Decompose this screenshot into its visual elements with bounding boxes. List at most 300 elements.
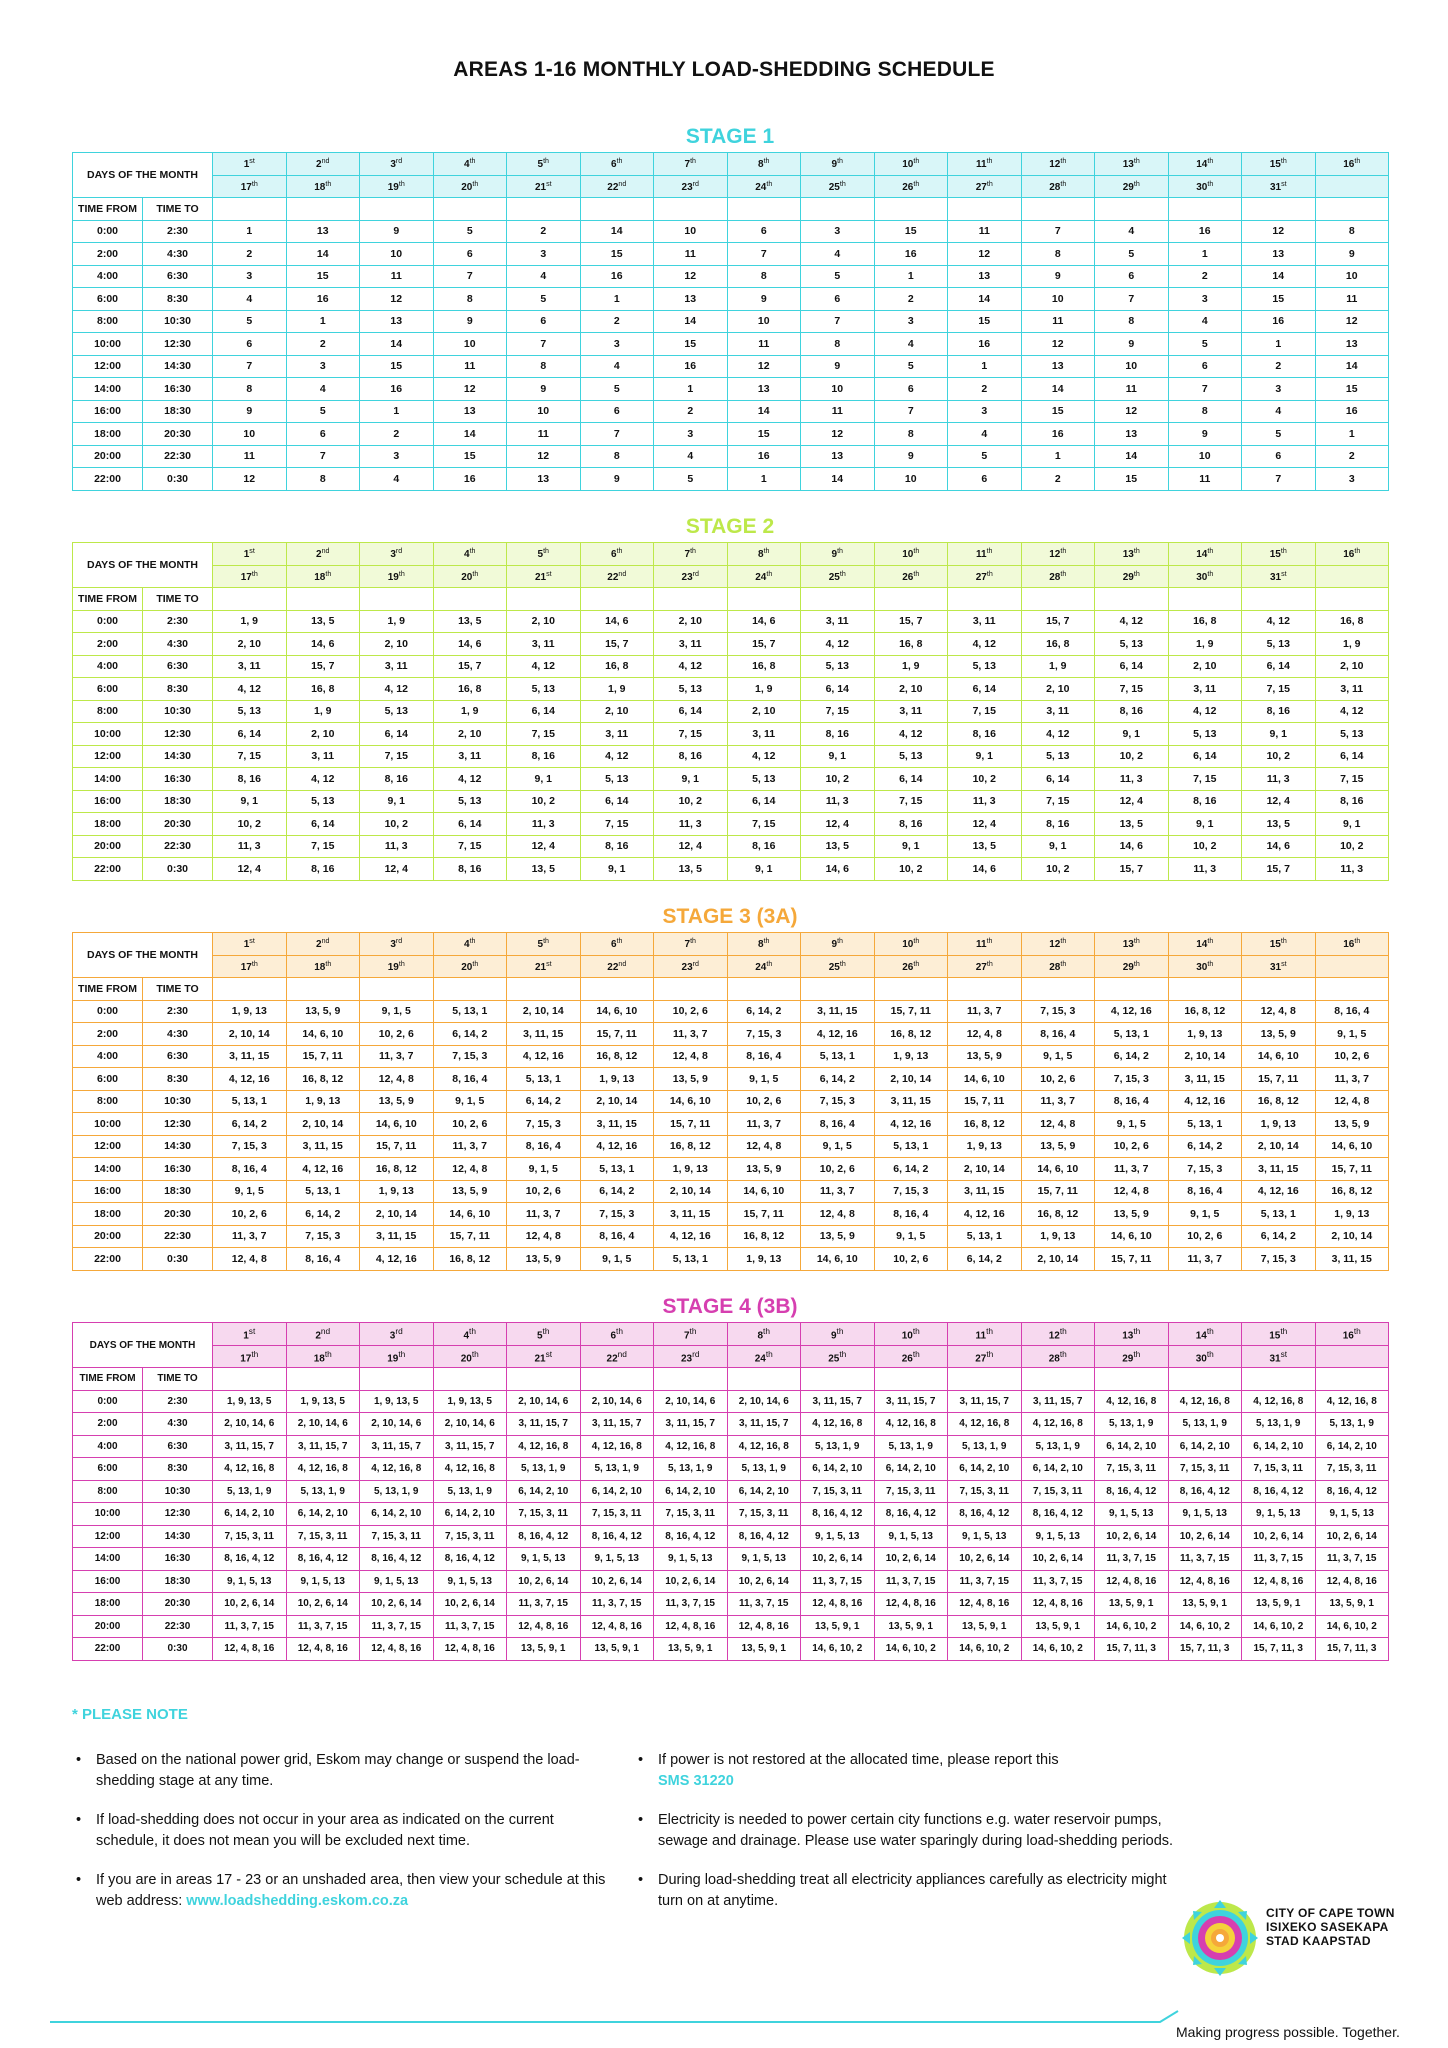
day-number: 19 (387, 961, 399, 973)
area-cell: 3, 11 (286, 745, 360, 768)
day-suffix: nd (618, 179, 627, 188)
day-of-month-cell (727, 1323, 801, 1346)
stage-2-section (72, 512, 1388, 881)
time-to-cell: 14:30 (143, 1135, 213, 1158)
area-cell: 2, 10, 14 (1242, 1135, 1316, 1158)
area-cell: 10 (727, 310, 801, 333)
area-cell: 10, 2, 6, 14 (1168, 1525, 1242, 1548)
days-of-month-label: DAYS OF THE MONTH (73, 153, 213, 198)
please-note-heading: * PLEASE NOTE (72, 1706, 188, 1723)
area-cell: 14, 6 (433, 633, 507, 656)
day-of-month-cell (1021, 565, 1095, 588)
day-of-month-cell (1242, 1345, 1316, 1368)
day-number: 1 (243, 159, 250, 171)
area-cell: 15 (654, 333, 728, 356)
area-cell: 2, 10 (1021, 678, 1095, 701)
area-cell: 15 (286, 265, 360, 288)
day-number: 9 (830, 1330, 837, 1342)
table-row (73, 790, 1389, 813)
day-of-month-cell (286, 175, 360, 198)
area-cell: 12, 4, 8 (1315, 1090, 1389, 1113)
area-cell: 14, 6, 10, 2 (1168, 1615, 1242, 1638)
area-cell: 12, 4, 8, 16 (1021, 1593, 1095, 1616)
area-cell: 8, 16, 4 (1315, 1000, 1389, 1023)
area-cell: 16, 8, 12 (433, 1248, 507, 1271)
day-number: 30 (1196, 961, 1208, 973)
time-from-cell: 22:00 (73, 1638, 143, 1661)
area-cell: 10, 2, 6, 14 (654, 1570, 728, 1593)
time-to-cell: 6:30 (143, 265, 213, 288)
day-suffix: th (1060, 959, 1067, 968)
area-cell: 9, 1 (801, 745, 875, 768)
area-cell: 3, 11, 15 (801, 1000, 875, 1023)
blank-cell (801, 588, 875, 611)
day-number: 2 (315, 1330, 321, 1342)
area-cell: 9 (727, 288, 801, 311)
day-suffix: th (690, 547, 696, 556)
blank-cell (874, 198, 948, 221)
area-cell: 13, 5, 9, 1 (1168, 1593, 1242, 1616)
area-cell: 8, 16, 4 (213, 1158, 287, 1181)
area-cell: 1, 9 (360, 610, 434, 633)
area-cell: 15, 7 (1095, 858, 1169, 881)
area-cell: 7, 15, 3 (507, 1113, 581, 1136)
area-cell: 8 (286, 468, 360, 491)
area-cell: 11, 3, 7 (360, 1045, 434, 1068)
area-cell: 4, 12 (507, 655, 581, 678)
blank-cell (1095, 978, 1169, 1001)
area-cell: 2, 10 (433, 723, 507, 746)
area-cell: 3 (1168, 288, 1242, 311)
day-suffix: th (986, 157, 993, 166)
day-of-month-cell (874, 955, 948, 978)
time-from-cell: 12:00 (73, 745, 143, 768)
day-suffix: th (543, 547, 549, 556)
day-number: 2 (316, 159, 322, 171)
day-number: 19 (387, 571, 399, 583)
area-cell: 7, 15 (1242, 678, 1316, 701)
area-cell: 5, 13, 1 (948, 1225, 1022, 1248)
area-cell: 3, 11, 15, 7 (874, 1390, 948, 1413)
area-cell: 4, 12 (360, 678, 434, 701)
blank-cell (727, 588, 801, 611)
day-suffix: st (249, 547, 255, 556)
area-cell: 8, 16, 4 (507, 1135, 581, 1158)
day-of-month-cell (874, 1345, 948, 1368)
area-cell: 10, 2 (213, 813, 287, 836)
day-number: 31 (1269, 961, 1282, 973)
area-cell: 7 (1168, 378, 1242, 401)
day-suffix: th (689, 1326, 697, 1337)
time-from-cell: 12:00 (73, 1135, 143, 1158)
area-cell: 8, 16 (727, 835, 801, 858)
area-cell: 6, 14, 2 (727, 1000, 801, 1023)
table-row (73, 243, 1389, 266)
area-cell: 14 (286, 243, 360, 266)
table-row (73, 1000, 1389, 1023)
time-from-cell: 16:00 (73, 790, 143, 813)
area-cell: 15, 7, 11 (360, 1135, 434, 1158)
area-cell: 9, 1 (1242, 723, 1316, 746)
area-cell: 14, 6 (727, 610, 801, 633)
area-cell: 3, 11, 15 (286, 1135, 360, 1158)
area-cell: 3, 11, 15 (1242, 1158, 1316, 1181)
area-cell: 4, 12, 16, 8 (874, 1413, 948, 1436)
blank-cell (1168, 588, 1242, 611)
blank-cell (727, 978, 801, 1001)
time-to-header: TIME TO (143, 978, 213, 1001)
area-cell: 3, 11, 15, 7 (507, 1413, 581, 1436)
area-cell: 14, 6, 10, 2 (948, 1638, 1022, 1661)
blank-cell (948, 1368, 1022, 1391)
area-cell: 15, 7 (286, 655, 360, 678)
area-cell: 5, 13, 1, 9 (948, 1435, 1022, 1458)
time-to-cell: 16:30 (143, 1158, 213, 1181)
area-cell: 14 (1021, 378, 1095, 401)
area-cell: 7, 15, 3, 11 (948, 1480, 1022, 1503)
area-cell: 13, 5, 9 (727, 1158, 801, 1181)
time-from-cell: 14:00 (73, 1548, 143, 1571)
area-cell: 12 (213, 468, 287, 491)
area-cell: 11, 3, 7, 15 (654, 1593, 728, 1616)
area-cell: 8, 16, 4, 12 (1315, 1480, 1389, 1503)
area-cell: 10, 2, 6 (1095, 1135, 1169, 1158)
area-cell: 1 (948, 355, 1022, 378)
area-cell: 1, 9 (580, 678, 654, 701)
day-number: 31 (1269, 1352, 1281, 1364)
time-to-cell: 8:30 (143, 678, 213, 701)
time-to-cell: 16:30 (143, 1548, 213, 1571)
area-cell: 16 (874, 243, 948, 266)
area-cell: 10 (360, 243, 434, 266)
blank-cell (1168, 198, 1242, 221)
area-cell: 5, 13, 1, 9 (433, 1480, 507, 1503)
area-cell: 3, 11, 15, 7 (286, 1435, 360, 1458)
area-cell: 10, 2, 6 (507, 1180, 581, 1203)
table-row (73, 288, 1389, 311)
day-of-month-cell (727, 955, 801, 978)
area-cell: 6, 14, 2, 10 (654, 1480, 728, 1503)
day-number: 12 (1049, 939, 1061, 951)
day-suffix: st (1281, 179, 1287, 188)
time-to-cell: 12:30 (143, 1503, 213, 1526)
day-suffix: th (1133, 1348, 1141, 1359)
area-cell: 6, 14, 2, 10 (433, 1503, 507, 1526)
time-to-cell: 6:30 (143, 655, 213, 678)
stage-1-section (72, 122, 1388, 491)
area-cell: 16, 8, 12 (727, 1225, 801, 1248)
area-cell: 15, 7, 11 (580, 1023, 654, 1046)
note-text: If power is not restored at the allocated time, please report this (658, 1752, 1059, 1768)
area-cell: 16 (654, 355, 728, 378)
area-cell: 8, 16, 4 (874, 1203, 948, 1226)
area-cell: 4, 12, 16, 8 (433, 1458, 507, 1481)
blank-cell (948, 978, 1022, 1001)
area-cell: 12 (1095, 400, 1169, 423)
area-cell: 8 (1168, 400, 1242, 423)
area-cell: 4, 12 (1242, 610, 1316, 633)
day-of-month-cell (654, 175, 728, 198)
area-cell: 2, 10 (360, 633, 434, 656)
area-cell: 6, 14, 2 (1168, 1135, 1242, 1158)
area-cell: 1 (360, 400, 434, 423)
area-cell: 13 (727, 378, 801, 401)
area-cell: 5, 13, 1, 9 (1242, 1413, 1316, 1436)
table-row (73, 700, 1389, 723)
area-cell: 2, 10 (213, 633, 287, 656)
area-cell: 9, 1, 5, 13 (727, 1548, 801, 1571)
day-of-month-cell (1242, 955, 1316, 978)
day-of-month-cell (948, 933, 1022, 956)
area-cell: 10, 2 (1315, 835, 1389, 858)
area-cell: 4, 12 (801, 633, 875, 656)
day-suffix: th (1207, 179, 1214, 188)
area-cell: 15 (948, 310, 1022, 333)
day-number: 31 (1269, 181, 1282, 193)
table-row (73, 745, 1389, 768)
day-suffix: rd (692, 179, 699, 188)
area-cell: 4, 12, 16 (286, 1158, 360, 1181)
area-cell: 10 (1021, 288, 1095, 311)
day-number: 2 (316, 549, 322, 561)
area-cell: 6, 14, 2 (286, 1203, 360, 1226)
eskom-web-link[interactable]: www.loadshedding.eskom.co.za (186, 1893, 409, 1909)
table-row (73, 1390, 1389, 1413)
day-of-month-cell (1021, 175, 1095, 198)
day-suffix: th (1206, 1348, 1214, 1359)
area-cell: 6, 14 (801, 678, 875, 701)
time-from-cell: 4:00 (73, 655, 143, 678)
time-to-cell: 18:30 (143, 790, 213, 813)
area-cell: 8 (1095, 310, 1169, 333)
area-cell: 12, 4, 8 (948, 1023, 1022, 1046)
area-cell: 13, 5, 9, 1 (727, 1638, 801, 1661)
table-row (73, 1068, 1389, 1091)
area-cell: 11 (1168, 468, 1242, 491)
time-from-cell: 18:00 (73, 1593, 143, 1616)
area-cell: 15, 7, 11, 3 (1242, 1638, 1316, 1661)
day-of-month-cell (507, 933, 581, 956)
area-cell: 7, 15 (433, 835, 507, 858)
area-cell: 14, 6, 10 (654, 1090, 728, 1113)
area-cell: 4, 12 (433, 768, 507, 791)
day-suffix: th (469, 157, 476, 166)
area-cell: 1 (580, 288, 654, 311)
day-suffix: rd (395, 547, 403, 556)
day-suffix: th (251, 179, 258, 188)
blank-cell (1095, 1368, 1169, 1391)
day-number: 19 (387, 181, 399, 193)
area-cell: 11, 3, 7, 15 (360, 1615, 434, 1638)
area-cell: 9, 1, 5 (213, 1180, 287, 1203)
area-cell: 3, 11 (1168, 678, 1242, 701)
day-of-month-cell (286, 153, 360, 176)
area-cell: 11 (213, 445, 287, 468)
notes-right-column (634, 1750, 1174, 1930)
area-cell: 12, 4, 8, 16 (1242, 1570, 1316, 1593)
day-number: 25 (828, 571, 840, 583)
area-cell: 2 (654, 400, 728, 423)
area-cell: 11, 3, 7 (433, 1135, 507, 1158)
day-suffix: st (249, 937, 255, 946)
area-cell: 2 (286, 333, 360, 356)
area-cell: 10, 2 (1095, 745, 1169, 768)
area-cell: 16 (948, 333, 1022, 356)
day-number: 17 (240, 961, 252, 973)
day-number: 25 (828, 961, 840, 973)
area-cell: 7 (727, 243, 801, 266)
area-cell: 16 (360, 378, 434, 401)
area-cell: 6, 14, 2 (580, 1180, 654, 1203)
blank-cell (433, 198, 507, 221)
area-cell: 12, 4, 8 (1095, 1180, 1169, 1203)
area-cell: 7 (874, 400, 948, 423)
area-cell: 11, 3 (948, 790, 1022, 813)
day-of-month-cell (1168, 933, 1242, 956)
day-suffix: th (1060, 569, 1067, 578)
day-suffix: th (1133, 959, 1140, 968)
area-cell: 4, 12 (1168, 700, 1242, 723)
area-cell: 8, 16, 4 (433, 1068, 507, 1091)
day-suffix: th (986, 569, 993, 578)
day-suffix: th (1280, 1326, 1288, 1337)
day-of-month-cell (1315, 955, 1389, 978)
area-cell: 15 (1242, 288, 1316, 311)
day-suffix: th (1207, 157, 1214, 166)
area-cell: 5, 13, 1 (580, 1158, 654, 1181)
area-cell: 7, 15, 3, 11 (1021, 1480, 1095, 1503)
area-cell: 10, 2, 6 (1021, 1068, 1095, 1091)
day-of-month-cell (1021, 955, 1095, 978)
blank-cell (948, 588, 1022, 611)
area-cell: 3 (1242, 378, 1316, 401)
area-cell: 12, 4, 8, 16 (1315, 1570, 1389, 1593)
area-cell: 14 (801, 468, 875, 491)
area-cell: 11, 3, 7 (801, 1180, 875, 1203)
area-cell: 8, 16 (286, 858, 360, 881)
logo-line: CITY OF CAPE TOWN (1266, 1906, 1395, 1920)
day-of-month-cell (801, 175, 875, 198)
area-cell: 15, 7 (1242, 858, 1316, 881)
area-cell: 7, 15, 3 (1095, 1068, 1169, 1091)
day-of-month-cell (948, 153, 1022, 176)
time-to-cell: 6:30 (143, 1045, 213, 1068)
area-cell: 3, 11, 15, 7 (433, 1435, 507, 1458)
time-to-cell: 12:30 (143, 723, 213, 746)
area-cell: 16, 8 (580, 655, 654, 678)
day-of-month-cell (507, 175, 581, 198)
area-cell: 12 (1315, 310, 1389, 333)
area-cell: 4, 12, 16 (507, 1045, 581, 1068)
sms-number: SMS 31220 (658, 1773, 734, 1789)
area-cell: 10 (1095, 355, 1169, 378)
day-suffix: th (765, 1348, 773, 1359)
area-cell: 11, 3, 7, 15 (1168, 1548, 1242, 1571)
time-to-cell: 2:30 (143, 1390, 213, 1413)
area-cell: 15, 7 (580, 633, 654, 656)
blank-cell (654, 978, 728, 1001)
area-cell: 15, 7, 11 (727, 1203, 801, 1226)
area-cell: 8, 16, 4, 12 (1168, 1480, 1242, 1503)
stage-title: STAGE 4 (3B) (662, 1295, 798, 1318)
area-cell: 12, 4, 8, 16 (654, 1615, 728, 1638)
area-cell: 2 (874, 288, 948, 311)
area-cell: 8 (1315, 220, 1389, 243)
area-cell: 8, 16, 4, 12 (874, 1503, 948, 1526)
area-cell: 1, 9 (1168, 633, 1242, 656)
area-cell: 12 (507, 445, 581, 468)
area-cell: 13 (654, 288, 728, 311)
area-cell: 11 (360, 265, 434, 288)
day-suffix: rd (692, 569, 699, 578)
day-suffix: th (1207, 547, 1214, 556)
day-of-month-cell (1168, 1323, 1242, 1346)
day-suffix: th (472, 569, 479, 578)
area-cell: 9, 1 (1168, 813, 1242, 836)
day-of-month-cell (1095, 175, 1169, 198)
area-cell: 11 (654, 243, 728, 266)
blank-cell (286, 1368, 360, 1391)
area-cell: 4, 12, 16, 8 (1315, 1390, 1389, 1413)
area-cell: 2 (1168, 265, 1242, 288)
day-suffix: th (986, 547, 993, 556)
day-suffix: nd (618, 959, 627, 968)
city-name-text (1266, 1906, 1395, 1948)
area-cell: 1 (1315, 423, 1389, 446)
area-cell: 3, 11 (360, 655, 434, 678)
area-cell: 9, 1, 5 (360, 1000, 434, 1023)
area-cell: 2, 10 (580, 700, 654, 723)
time-to-header: TIME TO (143, 588, 213, 611)
area-cell: 5, 13, 1, 9 (213, 1480, 287, 1503)
area-cell: 14, 6 (580, 610, 654, 633)
area-cell: 5, 13, 1, 9 (360, 1480, 434, 1503)
day-suffix: th (1059, 1348, 1067, 1359)
area-cell: 2, 10, 14 (1168, 1045, 1242, 1068)
day-number: 5 (536, 1330, 543, 1342)
day-number: 29 (1122, 571, 1134, 583)
blank-cell (874, 978, 948, 1001)
area-cell: 15, 7, 11, 3 (1168, 1638, 1242, 1661)
day-suffix: th (837, 937, 843, 946)
area-cell: 7 (213, 355, 287, 378)
blank-cell (654, 588, 728, 611)
area-cell: 4, 12, 16 (213, 1068, 287, 1091)
area-cell: 11, 3, 7, 15 (948, 1570, 1022, 1593)
day-suffix: th (1060, 547, 1067, 556)
area-cell: 9 (1315, 243, 1389, 266)
area-cell: 6, 14, 2, 10 (1242, 1435, 1316, 1458)
area-cell: 14, 6, 10 (1242, 1045, 1316, 1068)
area-cell: 3, 11, 15 (360, 1225, 434, 1248)
day-number: 27 (975, 181, 987, 193)
area-cell: 1, 9, 13, 5 (433, 1390, 507, 1413)
time-from-cell: 0:00 (73, 1390, 143, 1413)
area-cell: 7, 15, 3, 11 (1168, 1458, 1242, 1481)
area-cell: 6 (1168, 355, 1242, 378)
area-cell: 10, 2 (1021, 858, 1095, 881)
table-row (73, 378, 1389, 401)
area-cell: 13, 5, 9 (360, 1090, 434, 1113)
area-cell: 4, 12, 16 (948, 1203, 1022, 1226)
area-cell: 9, 1, 5, 13 (1095, 1503, 1169, 1526)
time-from-cell: 18:00 (73, 423, 143, 446)
area-cell: 11, 3 (1315, 858, 1389, 881)
area-cell: 14, 6, 10, 2 (1242, 1615, 1316, 1638)
area-cell: 12 (801, 423, 875, 446)
area-cell: 6, 14 (727, 790, 801, 813)
table-row (73, 310, 1389, 333)
